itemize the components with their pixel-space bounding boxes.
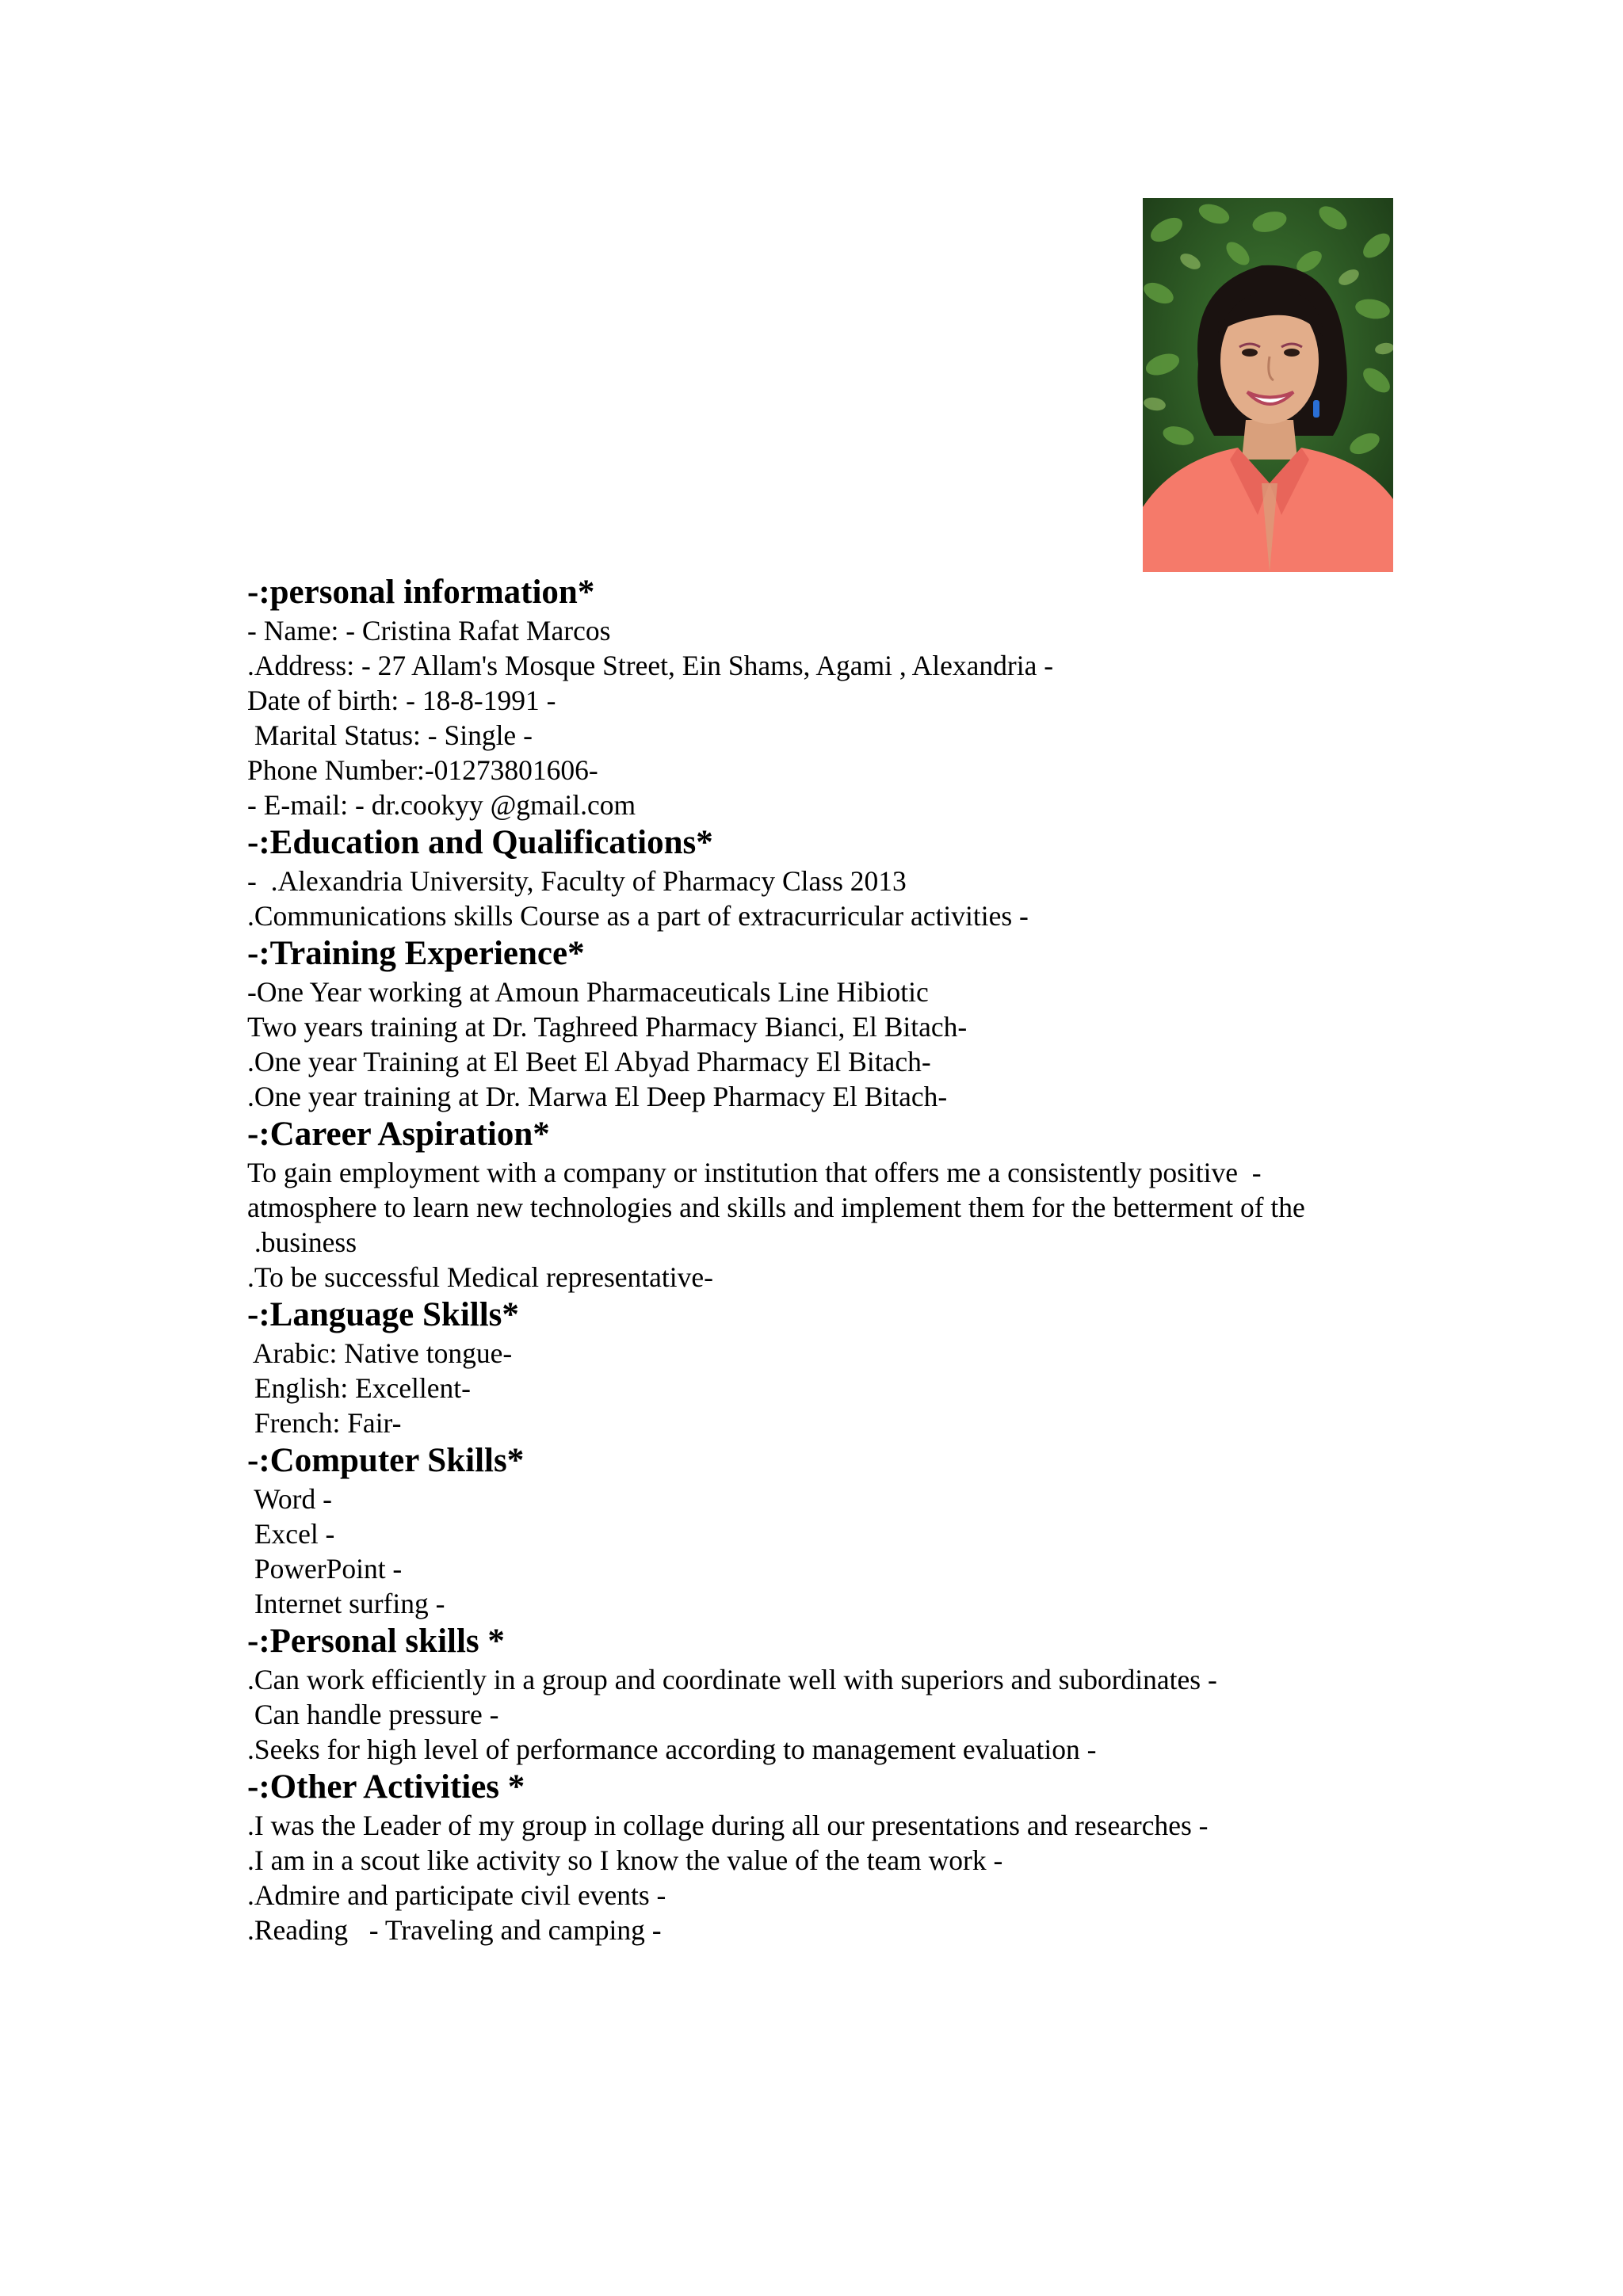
list-item: atmosphere to learn new technologies and skills and implement them for the betterment of the xyxy=(247,1192,1305,1223)
list-item: .One year training at Dr. Marwa El Deep Pharmacy El Bitach- xyxy=(247,1081,948,1112)
list-item: .To be successful Medical representative- xyxy=(247,1261,713,1293)
section-language-skills xyxy=(247,1295,1420,1440)
list-item: .Admire and participate civil events - xyxy=(247,1879,666,1911)
profile-photo xyxy=(1143,198,1393,572)
section-heading: -:Training Experience* xyxy=(247,935,585,972)
list-item: Arabic: Native tongue- xyxy=(247,1337,513,1369)
list-item: PowerPoint - xyxy=(247,1553,403,1585)
section-heading: -:Career Aspiration* xyxy=(247,1116,550,1153)
list-item: .I was the Leader of my group in collage during all our presentations and researches - xyxy=(247,1810,1209,1841)
list-item: - .Alexandria University, Faculty of Pharmacy Class 2013 xyxy=(247,865,907,897)
section-personal-information xyxy=(247,572,1420,822)
info-email: - E-mail: - dr.cookyy @gmail.com xyxy=(247,789,636,821)
list-item: To gain employment with a company or institution that offers me a consistently positive - xyxy=(247,1157,1262,1188)
section-computer-skills xyxy=(247,1440,1420,1621)
section-heading: -:Other Activities * xyxy=(247,1768,525,1806)
list-item: .Reading - Traveling and camping - xyxy=(247,1914,662,1946)
list-item: .One year Training at El Beet El Abyad Pharmacy El Bitach- xyxy=(247,1046,931,1077)
section-personal-skills xyxy=(247,1621,1420,1767)
list-item: .Seeks for high level of performance according to management evaluation - xyxy=(247,1733,1097,1765)
section-training xyxy=(247,933,1420,1114)
info-date-of-birth: Date of birth: - 18-8-1991 - xyxy=(247,685,556,716)
info-name: - Name: - Cristina Rafat Marcos xyxy=(247,615,611,646)
section-heading: -:Personal skills * xyxy=(247,1623,505,1660)
list-item: .business xyxy=(247,1226,357,1258)
info-address: .Address: - 27 Allam's Mosque Street, Ein Shams, Agami , Alexandria - xyxy=(247,650,1054,681)
section-career-aspiration xyxy=(247,1114,1420,1295)
list-item: Internet surfing - xyxy=(247,1588,445,1619)
section-heading: -:Education and Qualifications* xyxy=(247,824,713,861)
list-item: .I am in a scout like activity so I know the value of the team work - xyxy=(247,1844,1003,1876)
list-item: Can handle pressure - xyxy=(247,1699,499,1730)
section-education xyxy=(247,822,1420,933)
resume-content xyxy=(247,572,1420,1947)
list-item: Two years training at Dr. Taghreed Pharmacy Bianci, El Bitach- xyxy=(247,1011,968,1043)
list-item: Word - xyxy=(247,1483,332,1515)
list-item: French: Fair- xyxy=(247,1407,402,1439)
section-heading: -:personal information* xyxy=(247,574,595,611)
list-item: .Can work efficiently in a group and coordinate well with superiors and subordinates - xyxy=(247,1664,1217,1695)
list-item: Excel - xyxy=(247,1518,335,1550)
section-heading: -:Language Skills* xyxy=(247,1296,519,1333)
section-other-activities xyxy=(247,1767,1420,1947)
list-item: English: Excellent- xyxy=(247,1372,471,1404)
info-marital-status: Marital Status: - Single - xyxy=(247,719,533,751)
info-phone: Phone Number:-01273801606- xyxy=(247,754,598,786)
list-item: .Communications skills Course as a part of extracurricular activities - xyxy=(247,900,1029,932)
section-heading: -:Computer Skills* xyxy=(247,1442,525,1479)
list-item: -One Year working at Amoun Pharmaceuticals Line Hibiotic xyxy=(247,976,929,1008)
profile-photo-image xyxy=(1143,198,1393,572)
